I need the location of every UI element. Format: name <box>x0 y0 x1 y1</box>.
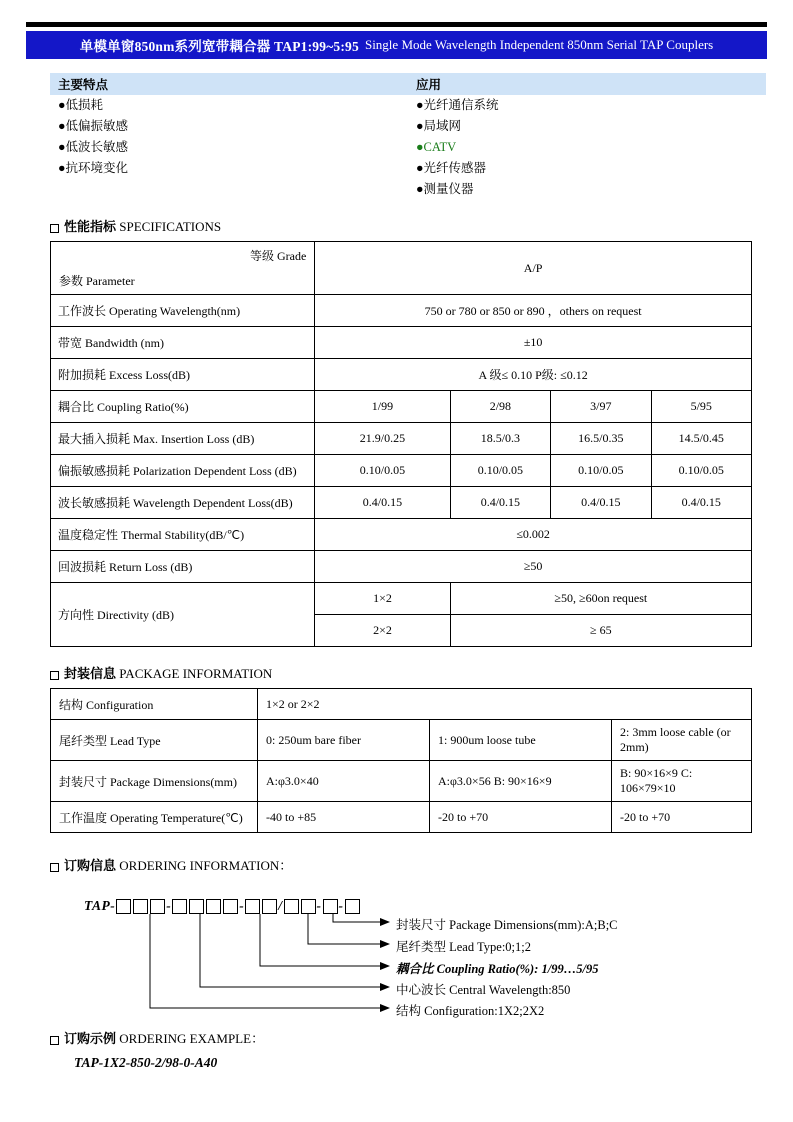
bullet-square-icon <box>50 224 59 233</box>
directivity-value: ≥50, ≥60on request <box>450 583 751 615</box>
list-item: ●低波长敏感 <box>58 140 129 154</box>
row-value: 0.10/0.05 <box>315 455 450 487</box>
package-row-value: B: 90×16×9 C: 106×79×10 <box>612 761 752 802</box>
specifications-section-title <box>50 216 767 235</box>
directivity-sub: 2×2 <box>315 615 450 647</box>
package-section-title <box>50 663 767 682</box>
table-row <box>51 720 752 761</box>
row-value: 21.9/0.25 <box>315 423 450 455</box>
package-title-cn: 封装信息 <box>64 666 117 681</box>
row-param: 耦合比 Coupling Ratio(%) <box>51 391 315 423</box>
ordering-example-cn: 订购示例 <box>64 1031 117 1046</box>
row-value: 750 or 780 or 850 or 890 ，others on request <box>315 295 752 327</box>
ordering-section-title <box>50 855 767 874</box>
package-row-label: 结构 Configuration <box>51 689 258 720</box>
ordering-example-en: ORDERING EXAMPLE： <box>119 1031 265 1046</box>
features-body-row <box>50 95 766 200</box>
list-item: ●CATV <box>416 140 457 154</box>
ordering-label-package-dimensions: 封装尺寸 Package Dimensions(mm):A;B;C <box>396 918 618 932</box>
row-value: 0.4/0.15 <box>315 487 450 519</box>
features-header-left: 主要特点 <box>58 78 109 92</box>
row-param: 最大插入损耗 Max. Insertion Loss (dB) <box>51 423 315 455</box>
package-row-value: 1: 900um loose tube <box>430 720 612 761</box>
row-value: 2/98 <box>450 391 550 423</box>
row-value: A 级≤ 0.10 P级: ≤0.12 <box>315 359 752 391</box>
package-row-value: -40 to +85 <box>258 802 430 833</box>
row-value: 0.10/0.05 <box>651 455 751 487</box>
table-row <box>51 802 752 833</box>
table-row <box>51 295 752 327</box>
row-value: 5/95 <box>651 391 751 423</box>
package-row-label: 尾纤类型 Lead Type <box>51 720 258 761</box>
features-table <box>50 73 766 200</box>
row-param: 温度稳定性 Thermal Stability(dB/℃) <box>51 519 315 551</box>
row-value: 3/97 <box>551 391 651 423</box>
table-row <box>51 455 752 487</box>
package-title-en: PACKAGE INFORMATION <box>119 666 273 681</box>
features-right-list <box>408 95 766 200</box>
bullet-square-icon <box>50 1036 59 1045</box>
row-param: 附加损耗 Excess Loss(dB) <box>51 359 315 391</box>
row-param: 偏振敏感损耗 Polarization Dependent Loss (dB) <box>51 455 315 487</box>
package-row-value: 0: 250um bare fiber <box>258 720 430 761</box>
list-item: ●抗环境变化 <box>58 161 129 175</box>
table-row <box>51 551 752 583</box>
list-item: ●低偏振敏感 <box>58 119 129 133</box>
ordering-example-code: TAP-1X2-850-2/98-0-A40 <box>74 1055 218 1070</box>
list-item: ●测量仪器 <box>416 182 474 196</box>
list-item: ●光纤通信系统 <box>416 98 499 112</box>
ordering-code-prefix: TAP- <box>84 898 116 913</box>
grade-value-cell: A/P <box>315 242 752 295</box>
page-title-cn: 单模单窗850nm系列宽带耦合器 TAP1:99~5:95 <box>79 39 359 54</box>
package-row-label: 工作温度 Operating Temperature(℃) <box>51 802 258 833</box>
ordering-label-lead-type: 尾纤类型 Lead Type:0;1;2 <box>396 940 531 954</box>
row-value: 0.4/0.15 <box>651 487 751 519</box>
package-row-value: A:φ3.0×40 <box>258 761 430 802</box>
top-rule <box>26 22 767 27</box>
row-value: ≤0.002 <box>315 519 752 551</box>
row-value: 0.10/0.05 <box>551 455 651 487</box>
page-title <box>26 31 767 59</box>
row-param: 带宽 Bandwidth (nm) <box>51 327 315 359</box>
row-value: 18.5/0.3 <box>450 423 550 455</box>
ordering-diagram <box>50 884 760 1034</box>
directivity-value: ≥ 65 <box>450 615 751 647</box>
specifications-title-cn: 性能指标 <box>64 219 117 234</box>
package-row-value: 2: 3mm loose cable (or 2mm) <box>612 720 752 761</box>
features-left-list <box>50 95 408 200</box>
table-row <box>51 327 752 359</box>
ordering-title-cn: 订购信息 <box>64 858 117 873</box>
row-value: 16.5/0.35 <box>551 423 651 455</box>
row-param: 回波损耗 Return Loss (dB) <box>51 551 315 583</box>
package-row-value: 1×2 or 2×2 <box>258 689 752 720</box>
package-row-label: 封装尺寸 Package Dimensions(mm) <box>51 761 258 802</box>
list-item: ●低损耗 <box>58 98 104 112</box>
row-param: 波长敏感损耗 Wavelength Dependent Loss(dB) <box>51 487 315 519</box>
table-row <box>51 583 752 615</box>
features-header-right: 应用 <box>416 78 442 92</box>
row-value: ≥50 <box>315 551 752 583</box>
ordering-label-configuration: 结构 Configuration:1X2;2X2 <box>396 1004 545 1018</box>
row-value: ±10 <box>315 327 752 359</box>
list-item: ●光纤传感器 <box>416 161 487 175</box>
table-row <box>51 519 752 551</box>
table-row <box>51 761 752 802</box>
bullet-square-icon <box>50 863 59 872</box>
row-value: 0.4/0.15 <box>551 487 651 519</box>
specifications-title-en: SPECIFICATIONS <box>119 219 222 234</box>
list-item: ●局域网 <box>416 119 462 133</box>
ordering-label-coupling-ratio: 耦合比 Coupling Ratio(%): 1/99…5/95 <box>396 962 599 976</box>
row-value: 0.4/0.15 <box>450 487 550 519</box>
package-row-value: -20 to +70 <box>612 802 752 833</box>
directivity-param: 方向性 Directivity (dB) <box>51 583 315 647</box>
param-label: 参数 Parameter <box>59 274 135 288</box>
ordering-label-central-wavelength: 中心波长 Central Wavelength:850 <box>396 983 571 997</box>
specifications-table <box>50 241 752 647</box>
ordering-title-en: ORDERING INFORMATION： <box>119 858 293 873</box>
grade-label: 等级 Grade <box>249 249 307 263</box>
table-row <box>51 689 752 720</box>
row-param: 工作波长 Operating Wavelength(nm) <box>51 295 315 327</box>
grade-param-cell <box>51 242 315 295</box>
table-row <box>51 359 752 391</box>
package-row-value: -20 to +70 <box>430 802 612 833</box>
directivity-sub: 1×2 <box>315 583 450 615</box>
table-row <box>51 487 752 519</box>
row-value: 1/99 <box>315 391 450 423</box>
row-value: 0.10/0.05 <box>450 455 550 487</box>
package-row-value: A:φ3.0×56 B: 90×16×9 <box>430 761 612 802</box>
bullet-square-icon <box>50 671 59 680</box>
features-header-row <box>50 73 766 95</box>
row-value: 14.5/0.45 <box>651 423 751 455</box>
ordering-code: TAP- - - / - - <box>84 898 361 914</box>
table-row <box>51 242 752 295</box>
table-row <box>51 423 752 455</box>
table-row <box>51 391 752 423</box>
page-title-en: Single Mode Wavelength Independent 850nm Serial TAP Couplers <box>364 37 714 52</box>
package-table <box>50 688 752 833</box>
